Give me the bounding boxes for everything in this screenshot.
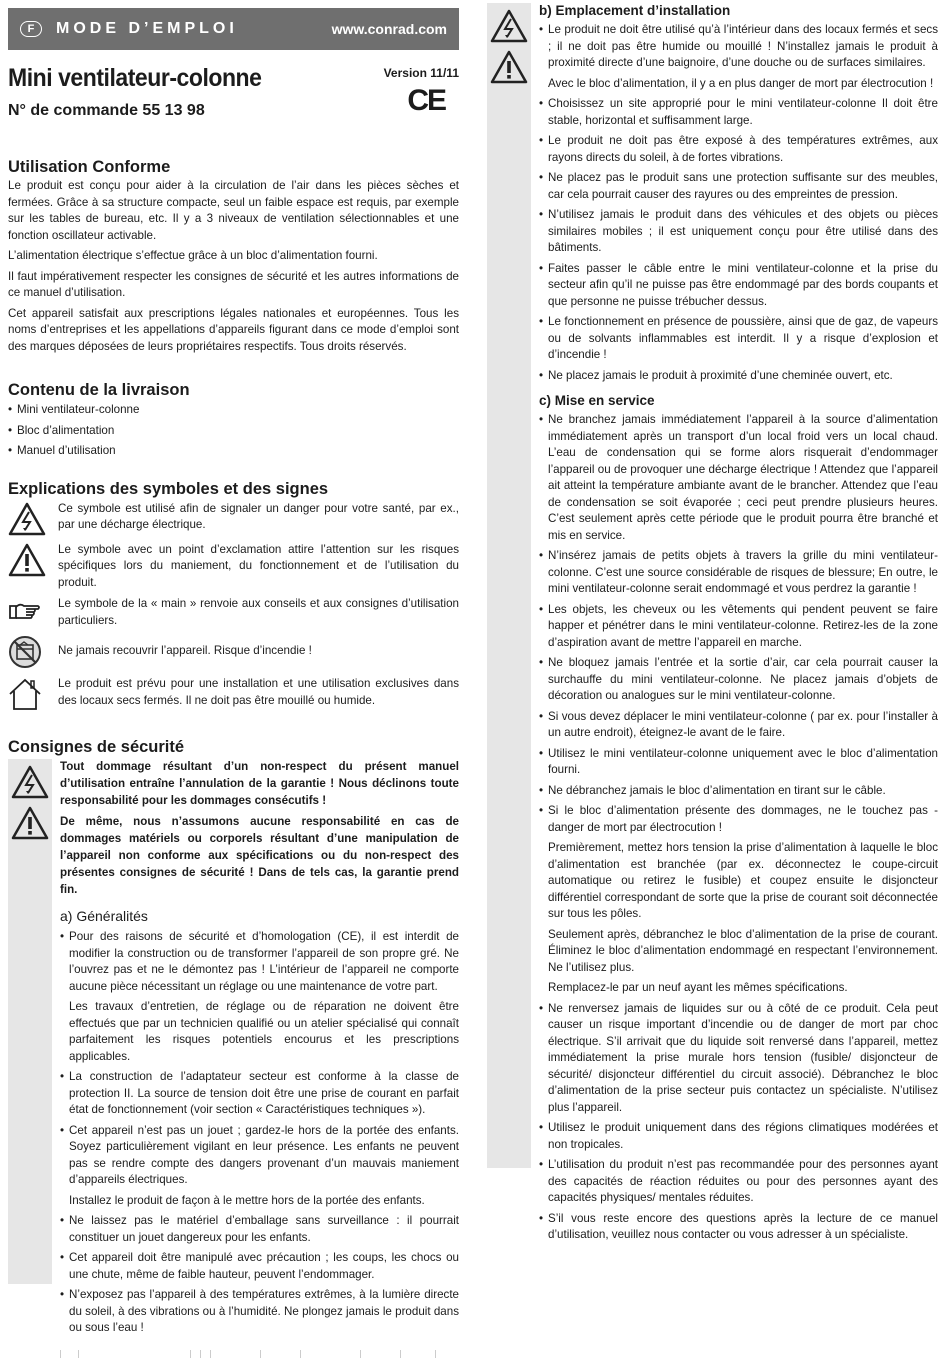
list-item: • Cet appareil doit être manipulé avec précaution ; les coups, les chocs ou une chute, même de faible hauteur, peuvent l’endommager. <box>60 1250 459 1283</box>
list-item: • Ne placez pas le produit sans une protection suffisante sur des meubles, car cela pourrait causer des rayures ou des empreintes de pression. <box>539 170 938 203</box>
symbols-heading: Explications des symboles et des signes <box>8 479 329 498</box>
general-list <box>60 929 459 1337</box>
left-column <box>8 8 459 1337</box>
list-item-note: Premièrement, mettez hors tension la prise d’alimentation à laquelle le bloc d’alimentation est branchée (par ex. déconnectez le coupe-circuit automatique ou retirez le fusible) et coupez ensuite le disjoncteur différentiel correspondant de sorte que la prise de courant soit déconnectée sur tous les pôles. <box>548 841 938 920</box>
usage-paragraph: Il faut impérativement respecter les consignes de sécurité et les autres informations de ce manuel d’utilisation. <box>8 269 459 299</box>
warning-gutter <box>487 3 531 1168</box>
list-item: • Le produit ne doit être utilisé qu’à l’intérieur dans des locaux fermés et secs ; il ne doit pas être humide ou mouillé ! N’installez jamais le produit à proximité directe d’une baignoire, d’une douche ou de surfaces similaires. <box>539 22 938 72</box>
symbol-row <box>8 542 459 592</box>
list-item: • Le fonctionnement en présence de poussière, ainsi que de gaz, de vapeurs ou de solvants inflammables est interdit. Il y a risque d’explosion et d’incendie ! <box>539 314 938 364</box>
symbol-description: Le symbole de la « main » renvoie aux conseils et aux consignes d’utilisation particuliers. <box>58 597 459 627</box>
safety-heading: Consignes de sécurité <box>8 738 185 756</box>
list-item: • Utilisez le mini ventilateur-colonne uniquement avec le bloc d’alimentation fourni. <box>539 746 938 779</box>
footer-marks <box>60 1350 440 1358</box>
ce-mark-icon: CE <box>407 84 445 117</box>
list-item: • N’utilisez jamais le produit dans des véhicules et des objets ou pièces similaires mobiles ; il est uniquement conçu pour être utilisé dans des bâtiments. <box>539 207 938 257</box>
list-item: • La construction de l’adaptateur secteur est conforme à la classe de protection II. La source de tension doit être une prise de courant en parfait état de fonctionnement (voir section « Caractéristiques techniques »). <box>60 1069 459 1119</box>
right-column <box>487 3 938 1244</box>
lightning-warning-icon <box>8 501 52 537</box>
list-item: • S’il vous reste encore des questions après la lecture de ce manuel d’utilisation, veuillez nous contacter ou vous adresser à un spécialiste. <box>539 1211 938 1244</box>
list-item: • Bloc d’alimentation <box>8 423 459 440</box>
list-item: • Si vous devez déplacer le mini ventilateur-colonne ( par ex. pour l’installer à un autre endroit), éteignez-le avant de le faire. <box>539 709 938 742</box>
lightning-warning-icon <box>487 3 531 48</box>
usage-paragraph: Cet appareil satisfait aux prescriptions légales nationales et européennes. Tous les noms d’entreprises et les appellations d’appareils figurant dans ce mode d’emploi sont des marques déposées de leurs propriétaires respectifs. Tous droits réservés. <box>8 306 459 353</box>
list-item: • Faites passer le câble entre le mini ventilateur-colonne et la prise du secteur afin qu’il ne puisse pas être endommagé par des bords coupants et que personne ne puisse trébucher dessus. <box>539 261 938 311</box>
liability-warning: De même, nous n’assumons aucune responsabilité en cas de dommages matériels ou corporels résultant d’une manipulation de l’appareil non conforme aux spécifications ou du non-respect des présentes consignes de sécurité ! Dans de tels cas, la garantie prend fin. <box>60 815 459 896</box>
language-badge: F <box>20 21 42 37</box>
header-bar <box>8 8 459 50</box>
list-item-note: Les travaux d’entretien, de réglage ou de réparation ne doivent être effectués que par un technicien qualifié ou un atelier spécialisé qui connaît parfaitement les risques potentiels encourus et les prescriptions applicables. <box>69 1000 459 1063</box>
list-item: • Ne branchez jamais immédiatement l’appareil à la source d’alimentation immédiatement après un transport d’un local froid vers un local chaud. L’eau de condensation qui se forme alors risquerait d’endommager l’appareil ou de provoquer une décharge électrique ! Attendez que l’appareil ait atteint la température ambiante avant de le brancher. Attendez que l’eau de condensation se soit évaporée ; ceci peut prendre plusieurs heures. C’est seulement après cette période que le produit pourra être branché et mis en service. <box>539 412 938 544</box>
version-label: Version 11/11 <box>383 66 459 80</box>
lightning-warning-icon <box>8 759 52 804</box>
safety-section <box>8 738 459 1337</box>
list-item-note: Avec le bloc d’alimentation, il y a en plus danger de mort par électrocution ! <box>548 76 934 90</box>
symbol-row <box>8 676 459 712</box>
safety-body <box>52 759 459 1337</box>
usage-paragraph: L’alimentation électrique s’effectue grâce à un bloc d’alimentation fourni. <box>8 249 378 262</box>
installation-list <box>539 22 938 384</box>
exclamation-warning-icon <box>8 542 52 578</box>
list-item: • Ne bloquez jamais l’entrée et la sortie d’air, car cela pourrait causer la surchauffe du mini ventilateur-colonne. Ne placez jamais d’objets de décoration ou analogues sur le mini ventilateur-colonne. <box>539 655 938 705</box>
list-item-note: Installez le produit de façon à le mettre hors de la portée des enfants. <box>69 1193 425 1207</box>
symbol-description: Le symbole avec un point d’exclamation attire l’attention sur les risques spécifiques lors du maniement, du fonctionnement et de l’utilisation du produit. <box>58 542 459 589</box>
warning-gutter <box>8 759 52 1284</box>
exclamation-warning-icon <box>487 48 531 89</box>
symbol-row <box>8 596 459 629</box>
list-item-note: Remplacez-le par un neuf ayant les mêmes spécifications. <box>548 981 848 994</box>
symbol-description: Ce symbole est utilisé afin de signaler un danger pour votre santé, par ex., par une décharge électrique. <box>58 501 459 531</box>
installation-heading: b) Emplacement d’installation <box>539 3 731 18</box>
list-item: • Utilisez le produit uniquement dans des régions climatiques modérées et non tropicales. <box>539 1120 938 1153</box>
list-item: • Le produit ne doit pas être exposé à des températures extrêmes, aux rayons directs du soleil, à de fortes vibrations. <box>539 133 938 166</box>
safety-warning-block <box>8 759 459 1337</box>
startup-heading: c) Mise en service <box>539 393 655 408</box>
usage-section <box>8 158 459 355</box>
list-item: • N’insérez jamais de petits objets à travers la grille du mini ventilateur-colonne. C’est une source considérable de risques de blessure; En outre, le mini ventilateur-colonne serait endommagé et vous perdrez la garantie ! <box>539 548 938 598</box>
exclamation-warning-icon <box>8 804 52 845</box>
startup-list <box>539 412 938 1244</box>
safety-continued-body <box>531 3 938 1244</box>
header-title: MODE D’EMPLOI <box>56 20 238 37</box>
list-item: • Manuel d’utilisation <box>8 443 459 460</box>
pointing-hand-icon <box>8 596 52 626</box>
usage-heading: Utilisation Conforme <box>8 158 171 176</box>
list-item: • L’utilisation du produit n’est pas recommandée pour des personnes ayant des capacités de réaction réduites ou pour des personnes ayant des capacités physiques/ mentales réduites. <box>539 1157 938 1207</box>
contents-heading: Contenu de la livraison <box>8 381 190 399</box>
list-item: • Choisissez un site approprié pour le mini ventilateur-colonne Il doit être stable, horizontal et suffisamment large. <box>539 96 938 129</box>
document-title: Mini ventilateur-colonne <box>8 64 262 92</box>
symbols-section <box>8 480 459 713</box>
safety-continued-block <box>487 3 938 1244</box>
list-item: • Ne renversez jamais de liquides sur ou à côté de ce produit. Cela peut causer un risque important d’incendie ou de danger de mort par choc électrique. S’il arrivait que du liquide soit renversé dans l’appareil, mettez immédiatement la prise murale hors tension (fusible/ disjoncteur de sécurité/ disjoncteur différentiel du circuit associé). Débranchez le bloc d’alimentation de la prise secteur puis contactez un spécialiste. N’utilisez plus l’appareil. <box>539 1001 938 1117</box>
general-heading: a) Généralités <box>60 908 148 925</box>
list-item: • Ne débranchez jamais le bloc d’alimentation en tirant sur le câble. <box>539 783 938 800</box>
title-block <box>8 62 459 134</box>
list-item: • Ne laissez pas le matériel d’emballage sans surveillance : il pourrait constituer un jouet dangereux pour les enfants. <box>60 1213 459 1246</box>
list-item: • N’exposez pas l’appareil à des températures extrêmes, à la lumière directe du soleil, à des vibrations ou à l’humidité. Ne plongez jamais le produit dans ou sous l’eau ! <box>60 1287 459 1337</box>
warranty-warning: Tout dommage résultant d’un non-respect du présent manuel d’utilisation entraîne l’annulation de la garantie ! Nous déclinons toute responsabilité pour les dommages consécutifs ! <box>60 760 459 807</box>
contents-section <box>8 381 459 460</box>
order-number: N° de commande 55 13 98 <box>8 102 205 119</box>
symbol-description: Ne jamais recouvrir l’appareil. Risque d’incendie ! <box>58 644 312 657</box>
list-item: • Les objets, les cheveux ou les vêtements qui pendent peuvent se faire happer et pénétrer dans le mini ventilateur-colonne. Retirez-les de la zone d’aspiration avant de mettre l’appareil en marche. <box>539 602 938 652</box>
symbol-row <box>8 501 459 537</box>
list-item: • Ne placez jamais le produit à proximité d’une cheminée ouvert, etc. <box>539 368 938 385</box>
symbol-row <box>8 634 459 670</box>
list-item: • Si le bloc d’alimentation présente des dommages, ne le touchez pas - danger de mort par électrocution ! <box>539 803 938 836</box>
header-url[interactable]: www.conrad.com <box>331 21 447 37</box>
do-not-cover-icon <box>8 634 52 670</box>
list-item: • Cet appareil n’est pas un jouet ; gardez-le hors de la portée des enfants. Soyez particulièrement vigilant en leur présence. Les enfants ne peuvent pas se rendre compte des dangers provenant d’un mauvais maniement d’appareils électriques. <box>60 1123 459 1189</box>
list-item: • Pour des raisons de sécurité et d’homologation (CE), il est interdit de modifier la construction ou de transformer l’appareil de son propre gré. Ne l’ouvrez pas et ne le démontez pas ! L’intérieur de l’appareil ne comporte aucune pièce nécessitant un réglage ou une maintenance de votre part. <box>60 929 459 995</box>
usage-paragraph: Le produit est conçu pour aider à la circulation de l’air dans les pièces sèches et fermées. Grâce à sa structure compacte, seul un faible espace est requis, par exemple sur les tables de bureau, etc. Il y a 3 niveaux de ventilation sélectionnables et une fonction oscillateur activable. <box>8 179 459 242</box>
list-item-note: Seulement après, débranchez le bloc d’alimentation de la prise de courant. Éliminez le bloc d’alimentation endommagé en respectant l’environnement. Ne l’utilisez plus. <box>548 927 938 974</box>
house-icon <box>8 676 52 712</box>
list-item: • Mini ventilateur-colonne <box>8 402 459 419</box>
symbol-description: Le produit est prévu pour une installation et une utilisation exclusives dans des locaux secs fermés. Il ne doit pas être mouillé ou humide. <box>58 677 459 707</box>
